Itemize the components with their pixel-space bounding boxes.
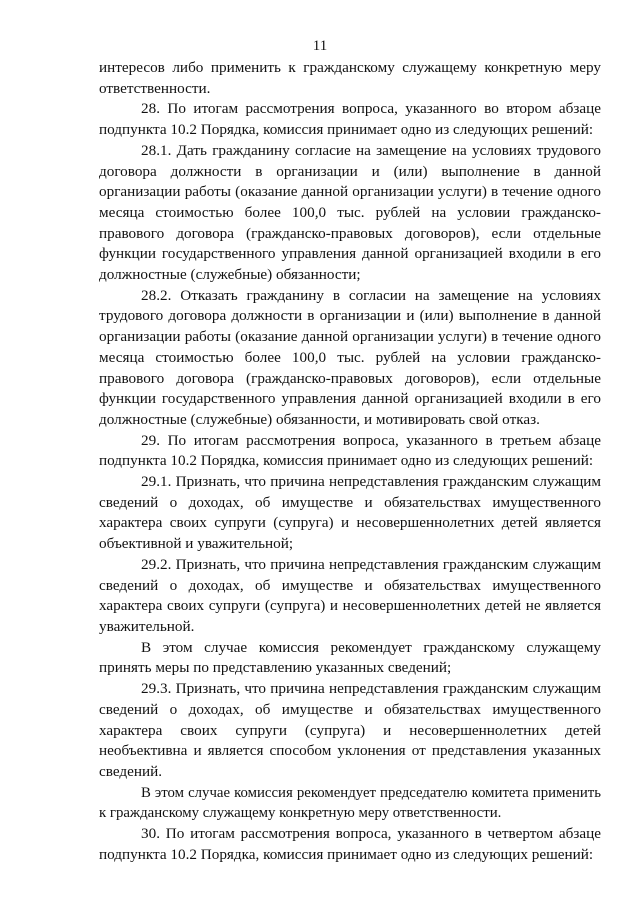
paragraph-29-1: 29.1. Признать, что причина непредставления гражданским служащим сведений о доходах, об имуществе и обязательствах имущественного характера своих супруги (супруга) и несовершеннолетних детей является объективной и уважительной;	[99, 473, 601, 553]
paragraph-28-2: 28.2. Отказать гражданину в согласии на замещение на условиях трудового договора должности в организации и (или) выполнение в данной организации работы (оказание данной организации услуги) в течение одного месяца стоимостью более 100,0 тыс. рублей на условии гражданско-правового договора (гражданско-правовых договоров), если отдельные функции государственного управления данной организацией входили в его должностные (служебные) обязанности, и мотивировать свой отказ.	[99, 286, 601, 428]
paragraph-28: 28. По итогам рассмотрения вопроса, указанного во втором абзаце подпункта 10.2 Порядка, комиссия принимает одно из следующих решений:	[99, 100, 601, 139]
paragraph-30: 30. По итогам рассмотрения вопроса, указанного в четвертом абзаце подпункта 10.2 Порядка, комиссия принимает одно из следующих решений:	[99, 825, 601, 863]
paragraph-29-2-note: В этом случае комиссия рекомендует гражданскому служащему принять меры по представлению указанных сведений;	[99, 638, 601, 677]
paragraph-29: 29. По итогам рассмотрения вопроса, указанного в третьем абзаце подпункта 10.2 Порядка, комиссия принимает одно из следующих решений:	[99, 431, 601, 470]
paragraph-continuation: интересов либо применить к гражданскому служащему конкретную меру ответственности.	[99, 59, 601, 97]
paragraph-29-3: 29.3. Признать, что причина непредставления гражданским служащим сведений о доходах, об имуществе и обязательствах имущественного характера своих супруги (супруга) и несовершеннолетних детей необъективна и является способом уклонения от представления указанных сведений.	[99, 680, 601, 780]
paragraph-28-1: 28.1. Дать гражданину согласие на замещение на условиях трудового договора должности в организации и (или) выполнение в данной организации работы (оказание данной организации услуги) в течение одного месяца стоимостью более 100,0 тыс. рублей на условии гражданско-правового договора (гражданско-правовых договоров), если отдельные функции государственного управления данной организацией входили в его должностные (служебные) обязанности;	[99, 141, 601, 284]
document-body	[99, 58, 601, 865]
paragraph-29-3-note: В этом случае комиссия рекомендует председателю комитета применить к гражданскому служащему конкретную меру ответственности.	[99, 784, 601, 822]
page-number: 11	[312, 38, 328, 54]
paragraph-29-2: 29.2. Признать, что причина непредставления гражданским служащим сведений о доходах, об имуществе и обязательствах имущественного характера своих супруги (супруга) и несовершеннолетних детей не является уважительной.	[99, 555, 601, 635]
